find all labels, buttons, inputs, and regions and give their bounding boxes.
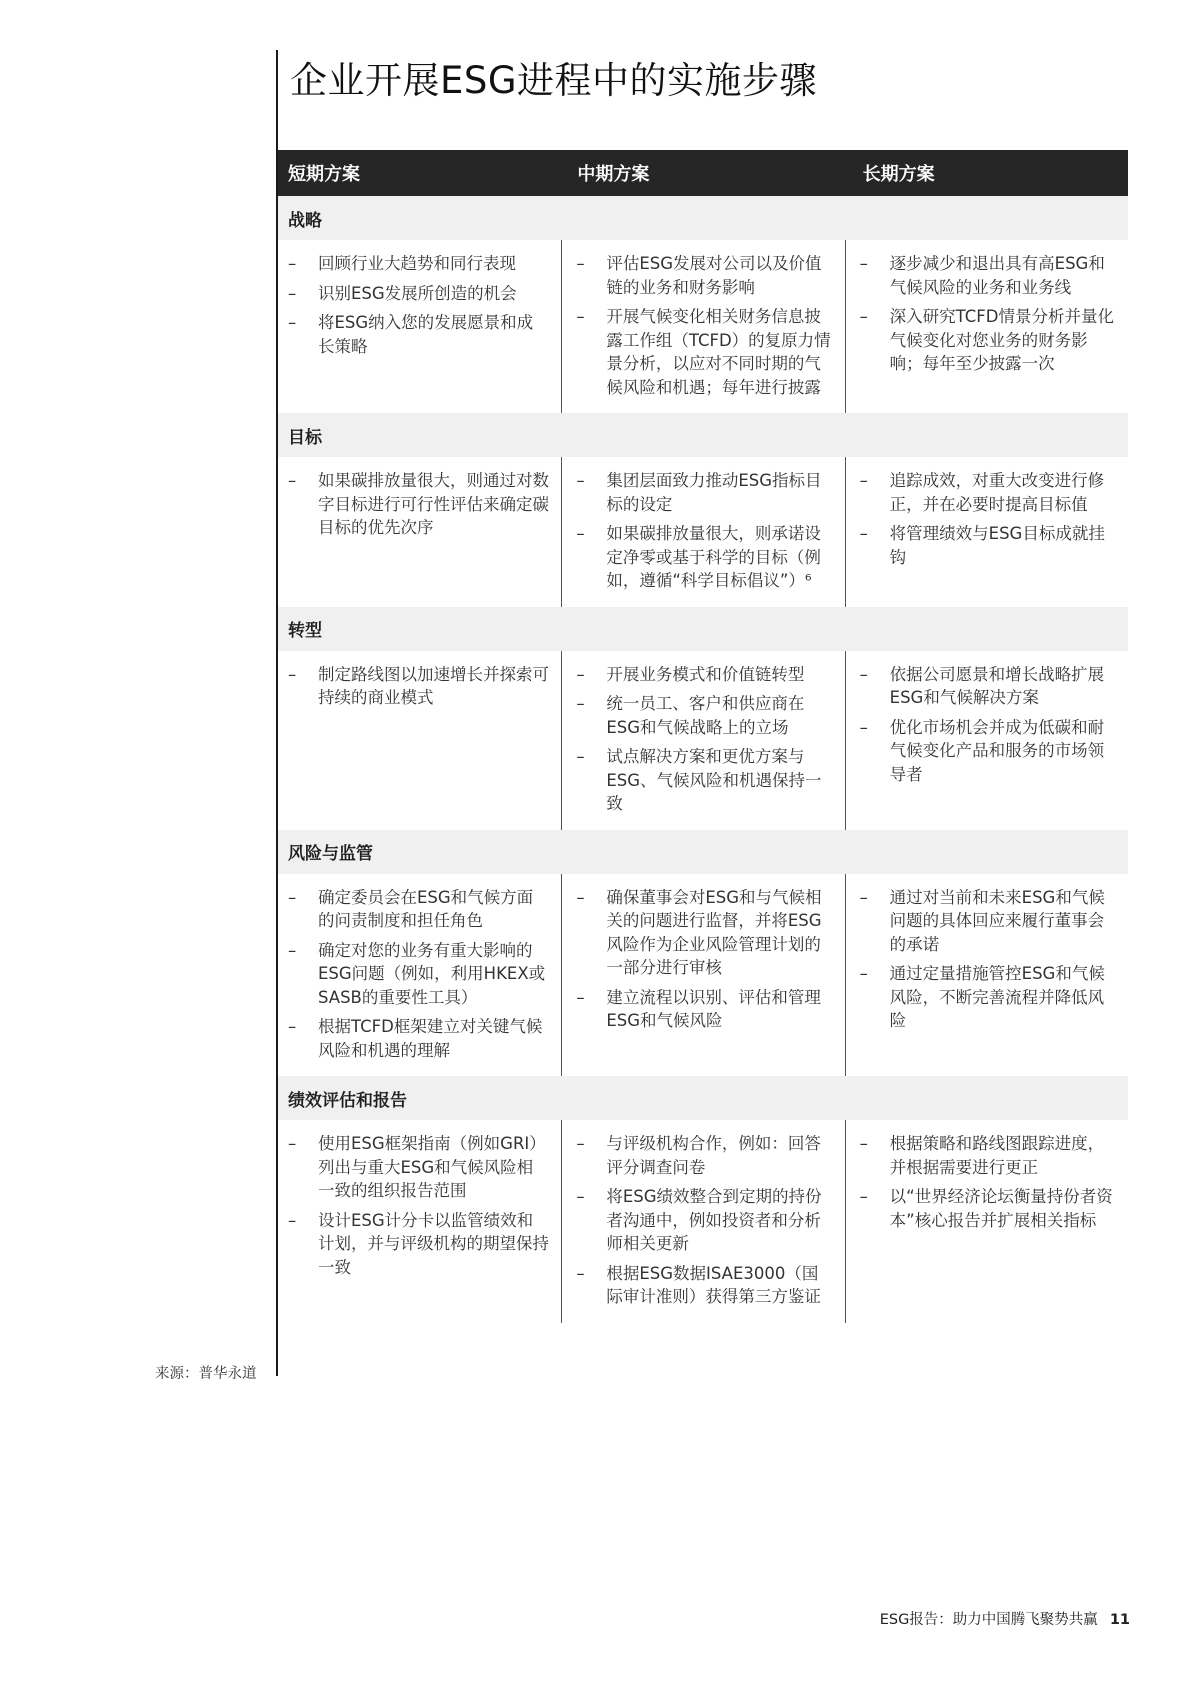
page-title: 企业开展ESG进程中的实施步骤 [290,59,818,102]
list-item [288,1015,549,1062]
bullet-dash-icon: – [288,283,297,303]
bullet-dash-icon: – [576,254,585,273]
list-item-text: 根据TCFD框架建立对关键气候风险和机遇的理解 [318,1017,543,1060]
cell-short-term [278,457,561,607]
column-header-long-term: 长期方案 [862,164,935,185]
implementation-steps-table [278,150,1128,1323]
cell-long-term [845,457,1128,607]
bullet-dash-icon: – [288,664,297,684]
list-item-text: 设计ESG计分卡以监管绩效和计划，并与评级机构的期望保持一致 [318,1210,549,1277]
table-row [278,874,1128,1077]
list-item-text: 将管理绩效与ESG目标成就挂钩 [889,524,1105,567]
cell-mid-term [561,874,844,1077]
list-item-text: 开展气候变化相关财务信息披露工作组（TCFD）的复原力情景分析，以应对不同时期的气候风险和机遇；每年进行披露 [606,307,831,397]
list-item-text: 通过对当前和未来ESG和气候问题的具体回应来履行董事会的承诺 [889,887,1105,954]
list-item-text: 开展业务模式和价值链转型 [606,664,805,684]
list-item-text: 将ESG纳入您的发展愿景和成长策略 [318,313,534,356]
list-item [576,1185,832,1256]
list-item-text: 依据公司愿景和增长战略扩展ESG和气候解决方案 [889,664,1105,707]
list-item [860,663,1116,710]
table-row [278,457,1128,607]
cell-long-term [845,874,1128,1077]
cell-short-term [278,874,561,1077]
section-heading: 风险与监管 [278,830,1128,874]
bullet-dash-icon: – [576,694,585,713]
list-item [576,886,832,980]
list-item [288,663,549,710]
bullet-dash-icon: – [576,471,585,490]
list-item-text: 追踪成效，对重大改变进行修正，并在必要时提高目标值 [889,471,1105,514]
bullet-dash-icon: – [576,747,585,766]
list-item [860,1132,1116,1179]
bullet-dash-icon: – [859,471,868,490]
bullet-dash-icon: – [576,1134,585,1153]
bullet-dash-icon: – [288,1134,297,1153]
list-item [288,939,549,1010]
column-header-short-term: 短期方案 [288,164,360,185]
bullet-dash-icon: – [859,964,868,983]
bullet-dash-icon: – [288,1017,297,1036]
page-footer [880,1608,1130,1629]
list-item-text: 确定委员会在ESG和气候方面的问责制度和担任角色 [318,887,534,930]
list-item [576,469,832,516]
footer-report-title: ESG报告：助力中国腾飞聚势共赢 [879,1612,1098,1628]
list-item-text: 识别ESG发展所创造的机会 [318,283,517,303]
list-item-text: 将ESG绩效整合到定期的持份者沟通中，例如投资者和分析师相关更新 [606,1187,822,1253]
bullet-dash-icon: – [859,307,868,326]
list-item-text: 评估ESG发展对公司以及价值链的业务和财务影响 [606,254,822,297]
list-item-text: 试点解决方案和更优方案与ESG、气候风险和机遇保持一致 [606,747,822,813]
cell-short-term [278,240,561,413]
bullet-dash-icon: – [576,1187,585,1206]
list-item-text: 优化市场机会并成为低碳和耐气候变化产品和服务的市场领导者 [889,717,1105,784]
bullet-dash-icon: – [859,887,868,907]
list-item-text: 确定对您的业务有重大影响的ESG问题（例如，利用HKEX或SASB的重要性工具） [318,940,546,1007]
table-body [278,196,1128,1323]
bullet-dash-icon: – [576,664,585,684]
bullet-dash-icon: – [288,940,297,960]
list-item [576,305,832,399]
section-heading: 转型 [278,607,1128,651]
cell-long-term [845,240,1128,413]
bullet-dash-icon: – [576,1263,585,1283]
list-item [860,962,1116,1033]
list-item [288,1132,549,1203]
cell-mid-term [561,457,844,607]
cell-mid-term [561,240,844,413]
list-item-text: 与评级机构合作，例如：回答评分调查问卷 [606,1134,821,1177]
list-item [288,469,549,540]
section-heading: 绩效评估和报告 [278,1076,1128,1120]
bullet-dash-icon: – [859,1134,868,1153]
list-item [860,886,1116,957]
list-item [288,282,549,306]
list-item [288,311,549,358]
table-header [278,150,1128,196]
list-item-text: 回顾行业大趋势和同行表现 [318,254,516,273]
list-item [860,1185,1116,1232]
cell-long-term [845,651,1128,830]
list-item-text: 深入研究TCFD情景分析并量化气候变化对您业务的财务影响；每年至少披露一次 [889,307,1114,373]
bullet-dash-icon: – [576,887,585,907]
list-item [576,692,832,739]
list-item-text: 如果碳排放量很大，则通过对数字目标进行可行性评估来确定碳目标的优先次序 [318,471,549,537]
list-item-text: 集团层面致力推动ESG指标目标的设定 [606,471,822,514]
list-item-text: 根据策略和路线图跟踪进度，并根据需要进行更正 [889,1134,1105,1177]
bullet-dash-icon: – [288,887,297,907]
list-item [288,1209,549,1280]
bullet-dash-icon: – [859,1187,868,1206]
list-item [576,1132,832,1179]
list-item-text: 以“世界经济论坛衡量持份者资本”核心报告并扩展相关指标 [889,1187,1113,1230]
list-item [576,522,832,593]
cell-long-term [845,1120,1128,1323]
list-item [288,252,549,276]
list-item-text: 制定路线图以加速增长并探索可持续的商业模式 [318,664,549,707]
list-item-text: 根据ESG数据ISAE3000（国际审计准则）获得第三方鉴证 [606,1263,821,1306]
list-item [860,252,1116,299]
bullet-dash-icon: – [576,307,585,326]
list-item [860,522,1116,569]
list-item [576,745,832,816]
bullet-dash-icon: – [859,717,868,737]
list-item [576,1262,832,1309]
list-item [860,469,1116,516]
list-item-text: 使用ESG框架指南（例如GRI）列出与重大ESG和气候风险相一致的组织报告范围 [318,1134,546,1200]
table-row [278,1120,1128,1323]
list-item [576,252,832,299]
list-item-text: 建立流程以识别、评估和管理ESG和气候风险 [606,987,821,1030]
source-note: 来源：普华永道 [155,1366,257,1382]
list-item [576,986,832,1033]
table-row [278,240,1128,413]
list-item [860,716,1116,787]
cell-mid-term [561,651,844,830]
cell-short-term [278,651,561,830]
list-item-text: 如果碳排放量很大，则承诺设定净零或基于科学的目标（例如，遵循“科学目标倡议”）⁶ [606,524,821,590]
table-row [278,651,1128,830]
list-item-text: 确保董事会对ESG和与气候相关的问题进行监督，并将ESG风险作为企业风险管理计划的一部分进行审核 [606,887,822,977]
page-number: 11 [1109,1612,1130,1628]
cell-short-term [278,1120,561,1323]
bullet-dash-icon: – [288,471,297,490]
section-heading: 目标 [278,413,1128,457]
list-item [288,886,549,933]
bullet-dash-icon: – [859,664,868,684]
list-item [576,663,832,687]
column-header-mid-term: 中期方案 [577,164,650,185]
bullet-dash-icon: – [288,1210,297,1230]
bullet-dash-icon: – [576,524,585,543]
list-item-text: 通过定量措施管控ESG和气候风险，不断完善流程并降低风险 [889,964,1105,1030]
bullet-dash-icon: – [576,987,585,1007]
cell-mid-term [561,1120,844,1323]
list-item-text: 统一员工、客户和供应商在ESG和气候战略上的立场 [606,694,805,737]
bullet-dash-icon: – [859,254,868,273]
section-heading: 战略 [278,196,1128,240]
bullet-dash-icon: – [859,524,868,543]
bullet-dash-icon: – [288,313,297,332]
list-item [860,305,1116,376]
bullet-dash-icon: – [288,254,297,273]
list-item-text: 逐步减少和退出具有高ESG和气候风险的业务和业务线 [889,254,1105,297]
